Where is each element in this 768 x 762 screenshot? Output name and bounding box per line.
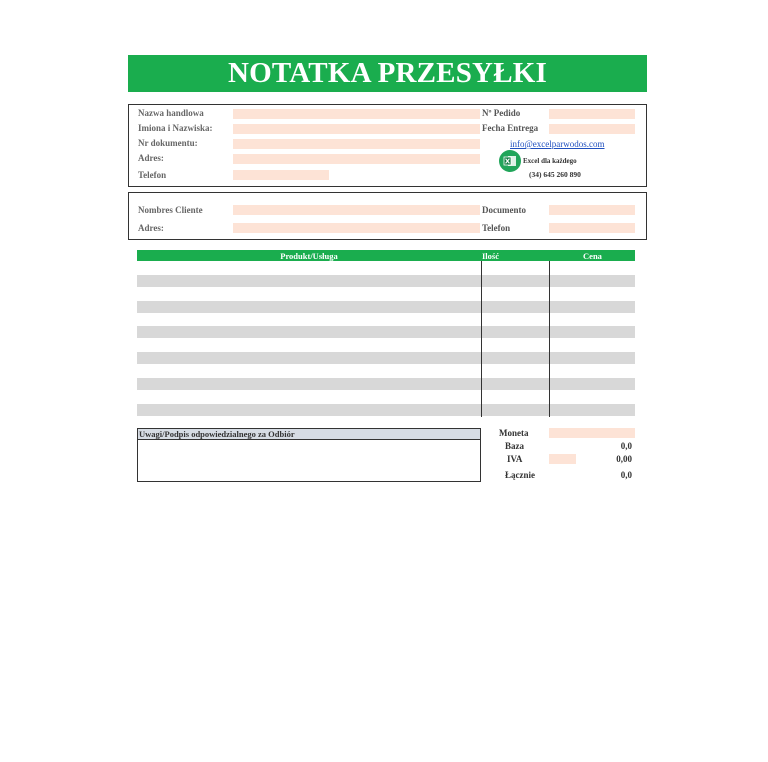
quantity-column-header: Ilość xyxy=(481,250,550,261)
sender-address-field[interactable] xyxy=(233,154,480,164)
price-column-header: Cena xyxy=(550,250,635,261)
vat-label: IVA xyxy=(507,454,523,464)
client-phone-field[interactable] xyxy=(549,223,635,233)
client-phone-label: Telefon xyxy=(482,223,511,233)
notes-box[interactable] xyxy=(137,428,481,482)
full-name-field[interactable] xyxy=(233,124,480,134)
order-no-label: Nº Pedido xyxy=(482,108,521,118)
column-divider xyxy=(549,261,550,417)
currency-label: Moneta xyxy=(499,428,529,438)
full-name-label: Imiona i Nazwiska: xyxy=(138,123,213,133)
trade-name-label: Nazwa handlowa xyxy=(138,108,204,118)
sender-phone-label: Telefon xyxy=(138,170,167,180)
contact-email-link[interactable]: info@excelparwodos.com xyxy=(510,139,605,149)
delivery-date-field[interactable] xyxy=(549,124,635,134)
order-no-field[interactable] xyxy=(549,109,635,119)
client-address-label: Adres: xyxy=(138,223,164,233)
excel-logo-icon xyxy=(499,150,521,172)
sender-phone-field[interactable] xyxy=(233,170,329,180)
currency-field[interactable] xyxy=(549,428,635,438)
notes-label: Uwagi/Podpis odpowiedzialnego za Odbiór xyxy=(138,429,480,440)
contact-phone: (34) 645 260 890 xyxy=(529,170,581,179)
table-row[interactable] xyxy=(137,301,635,313)
brand-name: Excel dla każdego xyxy=(523,157,577,165)
table-row[interactable] xyxy=(137,404,635,416)
base-label: Baza xyxy=(505,441,524,451)
total-value: 0,0 xyxy=(620,470,632,480)
table-row[interactable] xyxy=(137,352,635,364)
spreadsheet-icon xyxy=(503,155,517,167)
base-value: 0,0 xyxy=(620,441,632,451)
client-address-field[interactable] xyxy=(233,223,480,233)
total-label: Łącznie xyxy=(505,470,535,480)
product-column-header: Produkt/Usługa xyxy=(137,250,481,261)
table-row[interactable] xyxy=(137,378,635,390)
doc-number-field[interactable] xyxy=(233,139,480,149)
table-row[interactable] xyxy=(137,275,635,287)
delivery-date-label: Fecha Entrega xyxy=(482,123,539,133)
sender-address-label: Adres: xyxy=(138,153,164,163)
vat-value: 0,00 xyxy=(616,454,632,464)
client-document-label: Documento xyxy=(482,205,526,215)
trade-name-field[interactable] xyxy=(233,109,480,119)
client-document-field[interactable] xyxy=(549,205,635,215)
table-row[interactable] xyxy=(137,326,635,338)
client-name-label: Nombres Cliente xyxy=(138,205,203,215)
doc-number-label: Nr dokumentu: xyxy=(138,138,198,148)
client-name-field[interactable] xyxy=(233,205,480,215)
document-title: NOTATKA PRZESYŁKI xyxy=(128,55,647,92)
column-divider xyxy=(481,261,482,417)
